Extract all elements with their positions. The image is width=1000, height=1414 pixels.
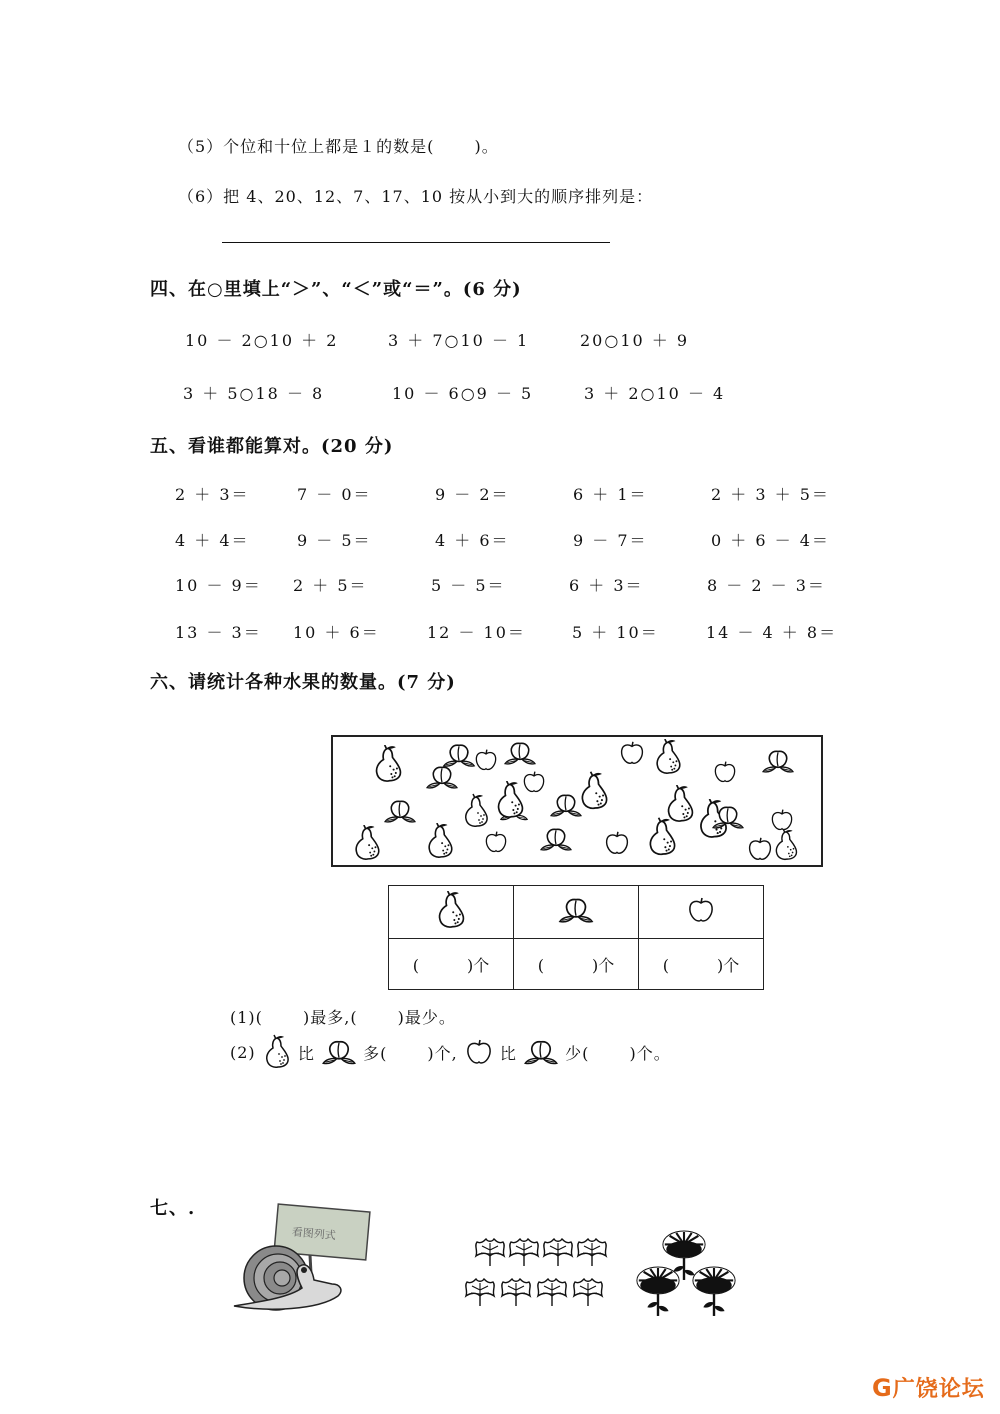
compare-word: 比 — [499, 1043, 517, 1063]
compare-item: 20○10 ＋ 9 — [580, 331, 690, 350]
pear-icon — [377, 745, 401, 781]
compare-item: 3 ＋ 7○10 － 1 — [388, 331, 530, 350]
compare-item: 10 － 2○10 ＋ 2 — [185, 331, 339, 350]
fruit-illustration — [333, 737, 821, 865]
answer-line — [222, 242, 610, 243]
apple-icon — [750, 838, 771, 859]
sign-text: 看图列式 — [291, 1225, 337, 1243]
less-blank: 少( )个。 — [565, 1043, 671, 1063]
compare-item: 3 ＋ 5○18 － 8 — [183, 384, 325, 403]
question-6-2 — [230, 1034, 671, 1070]
peach-icon — [385, 801, 415, 822]
flowers-illustration — [634, 1228, 744, 1320]
apple-icon — [607, 832, 628, 853]
watermark-logo — [872, 1372, 985, 1403]
arithmetic-item: 9 － 7＝ — [573, 531, 648, 550]
peach-count-cell[interactable]: ( )个 — [514, 939, 639, 990]
pear-header-cell — [389, 886, 514, 939]
more-blank: 多( )个, — [363, 1043, 458, 1063]
watermark-text: 广饶论坛 — [892, 1377, 985, 1402]
apple-icon — [524, 772, 543, 792]
apple-icon — [686, 895, 716, 925]
section-7-heading: 七、. — [150, 1198, 196, 1219]
leaf-icon — [466, 1279, 494, 1306]
leaf-icon — [510, 1239, 538, 1266]
peach-icon — [444, 745, 474, 766]
leaf-icon — [578, 1239, 606, 1266]
pear-icon — [262, 1034, 292, 1070]
section-4-heading: 四、在○里填上“＞”、“＜”或“＝”。(6 分) — [150, 279, 522, 300]
arithmetic-item: 8 － 2 － 3＝ — [707, 576, 826, 595]
leaf-icon — [544, 1239, 572, 1266]
pear-icon — [466, 794, 487, 826]
arithmetic-item: 9 － 2＝ — [435, 485, 510, 504]
peach-icon — [505, 743, 535, 764]
arithmetic-item: 14 － 4 ＋ 8＝ — [706, 623, 838, 642]
arithmetic-item: 10 － 9＝ — [175, 576, 262, 595]
arithmetic-item: 0 ＋ 6 － 4＝ — [711, 531, 830, 550]
arithmetic-item: 10 ＋ 6＝ — [293, 623, 380, 642]
apple-header-cell — [639, 886, 764, 939]
pear-icon — [657, 739, 680, 773]
snail-with-sign-illustration — [228, 1200, 378, 1315]
pear-icon — [434, 891, 468, 929]
pear-icon — [582, 772, 606, 809]
pear-icon — [356, 825, 379, 859]
peach-icon — [321, 1037, 357, 1067]
pear-icon — [776, 829, 796, 859]
logo-g-icon: G — [872, 1374, 893, 1402]
arithmetic-item: 12 － 10＝ — [427, 623, 526, 642]
apple-count-cell[interactable]: ( )个 — [639, 939, 764, 990]
peach-icon — [541, 829, 571, 850]
pear-icon — [650, 818, 674, 855]
fruit-picture-box — [331, 735, 823, 867]
arithmetic-item: 2 ＋ 3＝ — [175, 485, 250, 504]
peach-header-cell — [514, 886, 639, 939]
apple-icon — [772, 810, 791, 830]
pear-count-cell[interactable]: ( )个 — [389, 939, 514, 990]
flower-icon — [693, 1267, 735, 1316]
arithmetic-item: 9 － 5＝ — [297, 531, 372, 550]
compare-word: 比 — [297, 1043, 315, 1063]
apple-icon — [464, 1037, 494, 1067]
apple-icon — [476, 750, 495, 770]
arithmetic-item: 2 ＋ 5＝ — [293, 576, 368, 595]
arithmetic-item: 7 － 0＝ — [297, 485, 372, 504]
pear-icon — [669, 785, 693, 821]
peach-icon — [763, 751, 793, 772]
arithmetic-item: 2 ＋ 3 ＋ 5＝ — [711, 485, 830, 504]
arithmetic-item: 4 ＋ 6＝ — [435, 531, 510, 550]
leaves-illustration — [462, 1236, 612, 1318]
pear-icon — [499, 781, 523, 817]
arithmetic-item: 5 － 5＝ — [431, 576, 506, 595]
peach-icon — [523, 1037, 559, 1067]
compare-item: 3 ＋ 2○10 － 4 — [584, 384, 726, 403]
question-6: （6）把 4、20、12、7、17、10 按从小到大的顺序排列是： — [178, 187, 654, 206]
apple-icon — [486, 832, 505, 852]
section-6-heading: 六、请统计各种水果的数量。(7 分) — [150, 672, 456, 693]
arithmetic-item: 6 ＋ 1＝ — [573, 485, 648, 504]
arithmetic-item: 4 ＋ 4＝ — [175, 531, 250, 550]
section-5-heading: 五、看谁都能算对。(20 分) — [150, 436, 394, 457]
flower-icon — [637, 1267, 679, 1316]
question-6-1: (1)( )最多,( )最少。 — [230, 1008, 456, 1027]
compare-item: 10 － 6○9 － 5 — [392, 384, 534, 403]
leaf-icon — [502, 1279, 530, 1306]
arithmetic-item: 6 ＋ 3＝ — [569, 576, 644, 595]
apple-icon — [715, 762, 734, 782]
peach-icon — [557, 895, 595, 925]
apple-icon — [622, 742, 643, 763]
fruit-count-table — [388, 885, 764, 990]
peach-icon — [551, 795, 581, 816]
pear-icon — [429, 823, 452, 857]
peach-icon — [427, 767, 457, 788]
leaf-icon — [574, 1279, 602, 1306]
leaf-icon — [538, 1279, 566, 1306]
question-6-2-prefix: (2) — [230, 1042, 256, 1062]
arithmetic-item: 5 ＋ 10＝ — [572, 623, 659, 642]
leaf-icon — [476, 1239, 504, 1266]
question-5: （5）个位和十位上都是１的数是( )。 — [178, 137, 499, 156]
arithmetic-item: 13 － 3＝ — [175, 623, 262, 642]
